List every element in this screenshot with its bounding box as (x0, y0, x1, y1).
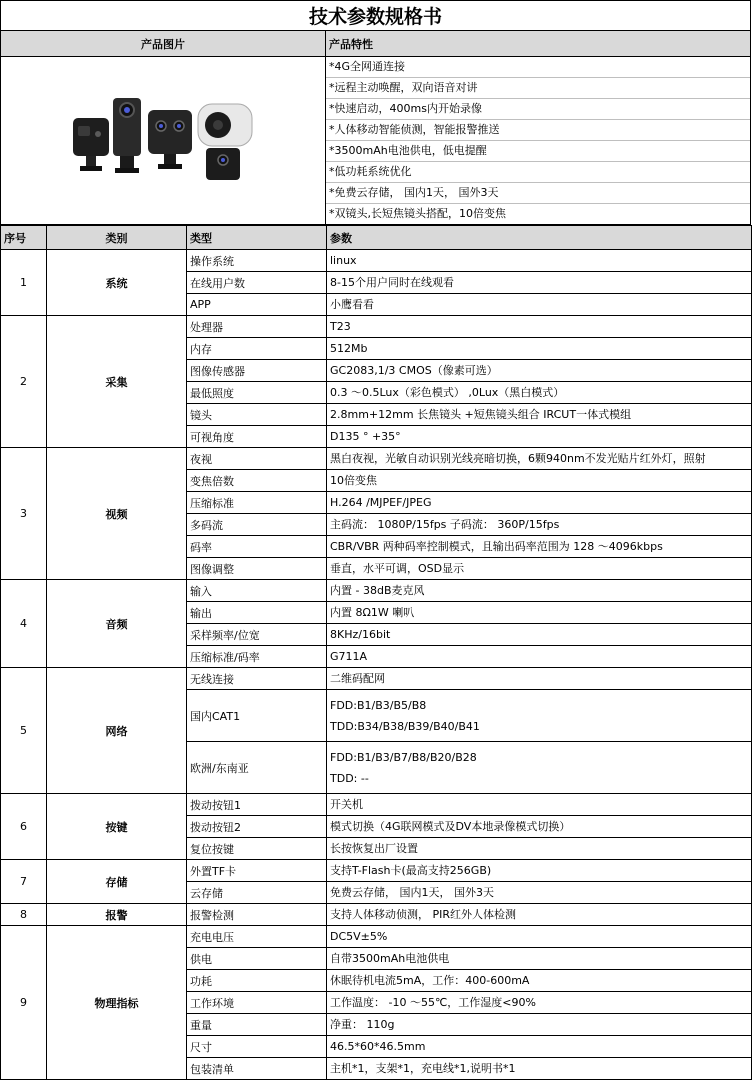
row-param (327, 1014, 752, 1036)
row-type: 操作系统 (187, 250, 327, 272)
row-type: 工作环境 (187, 992, 327, 1014)
column-header-index: 序号 (1, 226, 47, 250)
row-param (327, 970, 752, 992)
table-row (1, 668, 752, 690)
row-param (327, 742, 752, 794)
row-param (327, 1058, 752, 1080)
table-row (1, 860, 752, 882)
row-index: 5 (1, 668, 47, 794)
param-line: 垂直，水平可调，OSD显示 (330, 562, 465, 575)
row-type: 图像调整 (187, 558, 327, 580)
row-index: 1 (1, 250, 47, 316)
row-param (327, 926, 752, 948)
feature-item: *免费云存储， 国内1天， 国外3天 (326, 183, 750, 204)
param-line: 工作温度： -10 ～55℃，工作湿度<90% (330, 996, 536, 1009)
row-param (327, 1036, 752, 1058)
row-param (327, 272, 752, 294)
row-param (327, 602, 752, 624)
param-line: 开关机 (330, 798, 363, 811)
row-type: 欧洲/东南亚 (187, 742, 327, 794)
row-param (327, 316, 752, 338)
param-line: 自带3500mAh电池供电 (330, 952, 450, 965)
row-index: 8 (1, 904, 47, 926)
row-category: 音频 (47, 580, 187, 668)
row-category: 网络 (47, 668, 187, 794)
param-line: TDD: -- (330, 771, 369, 785)
row-param (327, 536, 752, 558)
product-photo (0, 57, 326, 225)
row-param (327, 904, 752, 926)
param-line: D135 ° +35° (330, 430, 401, 443)
param-line: 休眠待机电流5mA，工作：400-600mA (330, 974, 530, 987)
row-index: 7 (1, 860, 47, 904)
feature-item: *3500mAh电池供电，低电提醒 (326, 141, 750, 162)
product-features-header: 产品特性 (326, 31, 751, 57)
row-param (327, 838, 752, 860)
row-index: 4 (1, 580, 47, 668)
row-param (327, 448, 752, 470)
row-type: APP (187, 294, 327, 316)
row-param (327, 250, 752, 272)
table-row (1, 580, 752, 602)
param-line: 0.3 ～0.5Lux（彩色模式） ,0Lux（黑白模式） (330, 386, 565, 399)
param-line: 小鹰看看 (330, 298, 374, 311)
row-type: 拨动按钮2 (187, 816, 327, 838)
row-param (327, 668, 752, 690)
feature-list (326, 57, 751, 225)
table-row (1, 316, 752, 338)
row-type: 处理器 (187, 316, 327, 338)
row-param (327, 294, 752, 316)
param-line: 46.5*60*46.5mm (330, 1040, 426, 1053)
row-type: 内存 (187, 338, 327, 360)
row-type: 采样频率/位宽 (187, 624, 327, 646)
row-type: 图像传感器 (187, 360, 327, 382)
row-type: 功耗 (187, 970, 327, 992)
param-line: 512Mb (330, 342, 368, 355)
row-param (327, 514, 752, 536)
param-line: G711A (330, 650, 368, 663)
feature-item: *快速启动，400ms内开始录像 (326, 99, 750, 120)
param-line: CBR/VBR 两种码率控制模式，且输出码率范围为 128 ～4096kbps (330, 540, 663, 553)
row-type: 输入 (187, 580, 327, 602)
row-param (327, 646, 752, 668)
param-line: 免费云存储， 国内1天， 国外3天 (330, 886, 494, 899)
row-param (327, 338, 752, 360)
row-param (327, 794, 752, 816)
param-line: 10倍变焦 (330, 474, 377, 487)
row-category: 存储 (47, 860, 187, 904)
row-param (327, 992, 752, 1014)
row-type: 码率 (187, 536, 327, 558)
row-type: 在线用户数 (187, 272, 327, 294)
row-param (327, 404, 752, 426)
param-line: 内置 8Ω1W 喇叭 (330, 606, 415, 619)
param-line: DC5V±5% (330, 930, 388, 943)
row-param (327, 360, 752, 382)
row-type: 复位按键 (187, 838, 327, 860)
row-type: 压缩标准 (187, 492, 327, 514)
row-type: 多码流 (187, 514, 327, 536)
table-row (1, 250, 752, 272)
document-title: 技术参数规格书 (0, 0, 751, 31)
row-type: 报警检测 (187, 904, 327, 926)
row-index: 6 (1, 794, 47, 860)
row-index: 9 (1, 926, 47, 1080)
row-param (327, 492, 752, 514)
product-image-header: 产品图片 (0, 31, 326, 57)
row-type: 无线连接 (187, 668, 327, 690)
row-type: 重量 (187, 1014, 327, 1036)
row-param (327, 948, 752, 970)
table-row (1, 794, 752, 816)
row-category: 按键 (47, 794, 187, 860)
param-line: 净重： 110g (330, 1018, 395, 1031)
row-param (327, 816, 752, 838)
column-header-category: 类别 (47, 226, 187, 250)
param-line: 支持T-Flash卡(最高支持256GB) (330, 864, 492, 877)
param-line: 长按恢复出厂设置 (330, 842, 418, 855)
row-index: 3 (1, 448, 47, 580)
row-type: 夜视 (187, 448, 327, 470)
param-line: 二维码配网 (330, 672, 385, 685)
feature-item: *双镜头,长短焦镜头搭配，10倍变焦 (329, 207, 506, 220)
row-param (327, 382, 752, 404)
row-param (327, 624, 752, 646)
column-header-param: 参数 (327, 226, 752, 250)
row-category: 采集 (47, 316, 187, 448)
feature-item: *低功耗系统优化 (326, 162, 750, 183)
row-type: 压缩标准/码率 (187, 646, 327, 668)
row-type: 外置TF卡 (187, 860, 327, 882)
param-line: linux (330, 254, 357, 267)
row-type: 供电 (187, 948, 327, 970)
row-type: 最低照度 (187, 382, 327, 404)
spec-table-body (1, 250, 752, 1080)
row-category: 报警 (47, 904, 187, 926)
param-line: 黑白夜视，光敏自动识别光线亮暗切换，6颗940nm不发光贴片红外灯，照射 (330, 452, 706, 465)
row-type: 包装清单 (187, 1058, 327, 1080)
row-type: 国内CAT1 (187, 690, 327, 742)
camera-products-illustration (68, 96, 258, 186)
row-param (327, 690, 752, 742)
param-line: 内置 - 38dB麦克风 (330, 584, 425, 597)
spec-table (0, 225, 752, 1080)
param-line: 模式切换（4G联网模式及DV本地录像模式切换） (330, 820, 571, 833)
row-param (327, 470, 752, 492)
table-row (1, 904, 752, 926)
param-line: H.264 /MJPEF/JPEG (330, 496, 432, 509)
param-line: 2.8mm+12mm 长焦镜头 +短焦镜头组合 IRCUT一体式模组 (330, 408, 632, 421)
param-line: T23 (330, 320, 351, 333)
row-type: 镜头 (187, 404, 327, 426)
row-type: 拨动按钮1 (187, 794, 327, 816)
row-param (327, 558, 752, 580)
row-param (327, 580, 752, 602)
param-line: GC2083,1/3 CMOS（像素可选） (330, 364, 498, 377)
param-line: 支持人体移动侦测， PIR红外人体检测 (330, 908, 517, 921)
row-type: 充电电压 (187, 926, 327, 948)
param-line: TDD:B34/B38/B39/B40/B41 (330, 719, 480, 733)
row-index: 2 (1, 316, 47, 448)
param-line: FDD:B1/B3/B7/B8/B20/B28 (330, 750, 477, 764)
row-type: 变焦倍数 (187, 470, 327, 492)
table-row (1, 448, 752, 470)
feature-item: *4G全网通连接 (326, 57, 750, 78)
param-line: 8-15个用户同时在线观看 (330, 276, 454, 289)
row-param (327, 426, 752, 448)
param-line: 8KHz/16bit (330, 628, 391, 641)
row-category: 物理指标 (47, 926, 187, 1080)
row-category: 系统 (47, 250, 187, 316)
row-category: 视频 (47, 448, 187, 580)
feature-item: *远程主动唤醒，双向语音对讲 (326, 78, 750, 99)
param-line: FDD:B1/B3/B5/B8 (330, 698, 427, 712)
feature-item: *人体移动智能侦测，智能报警推送 (326, 120, 750, 141)
column-header-type: 类型 (187, 226, 327, 250)
param-line: 主码流： 1080P/15fps 子码流： 360P/15fps (330, 518, 560, 531)
row-param (327, 882, 752, 904)
row-type: 输出 (187, 602, 327, 624)
table-row (1, 926, 752, 948)
row-param (327, 860, 752, 882)
row-type: 云存储 (187, 882, 327, 904)
param-line: 主机*1，支架*1，充电线*1,说明书*1 (330, 1062, 516, 1075)
row-type: 尺寸 (187, 1036, 327, 1058)
spec-table-header-row (1, 226, 752, 250)
row-type: 可视角度 (187, 426, 327, 448)
